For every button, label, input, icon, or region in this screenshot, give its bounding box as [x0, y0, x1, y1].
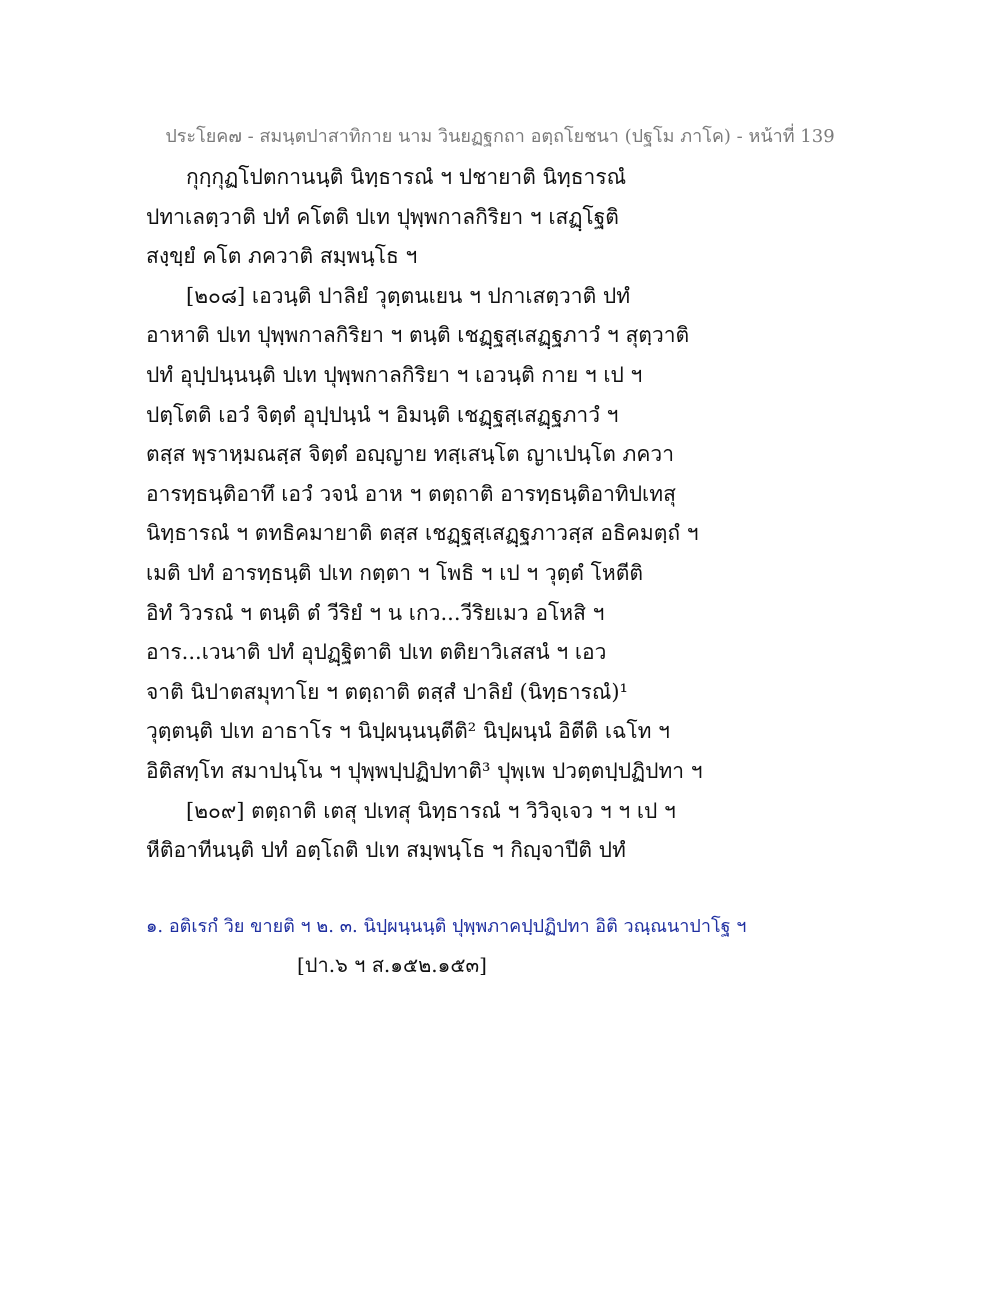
main-text: [146, 158, 766, 871]
text-line: อารทฺธนฺติอาทึ เอวํ วจนํ อาห ฯ ตตฺถาติ อารทฺธนฺติอาทิปเทสุ: [146, 481, 676, 506]
text-line: เมติ ปทํ อารทฺธนฺติ ปเท กตฺตา ฯ โพธิ ฯ เป ฯ วุตฺตํ โหตีติ: [146, 560, 644, 585]
text-line: นิทฺธารณํ ฯ ตทธิคมายาติ ตสฺส เชฏฺฐสฺเสฏฺฐภาวสฺส อธิคมตฺถํ ฯ: [146, 521, 699, 546]
text-line: จาติ นิปาตสมุทาโย ฯ ตตฺถาติ ตสฺสํ ปาลิยํ (นิทฺธารณํ)¹: [146, 679, 628, 704]
text-line: หีติอาทีนนฺติ ปทํ อตฺโถติ ปเท สมฺพนฺโธ ฯ กิญฺจาปีติ ปทํ: [146, 838, 626, 863]
text-line: วุตฺตนฺติ ปเท อาธาโร ฯ นิปฺผนฺนนฺตีติ² นิปฺผนฺนํ อิตีติ เฉโท ฯ: [146, 719, 670, 744]
text-line: ปทาเลตฺวาติ ปทํ คโตติ ปเท ปุพฺพกาลกิริยา ฯ เสฏฺโฐติ: [146, 204, 619, 229]
text-line: อาหาติ ปเท ปุพฺพกาลกิริยา ฯ ตนฺติ เชฏฺฐสฺเสฏฺฐภาวํ ฯ สุตฺวาติ: [146, 323, 690, 348]
text-line: กุกฺกุฏโปตกานนฺติ นิทฺธารณํ ฯ ปชายาติ นิทฺธารณํ: [186, 165, 627, 189]
footnotes: [146, 910, 766, 944]
page-header: ประโยค๗ - สมนฺตปาสาทิกาย นาม วินยฏฐกถา อตฺถโยชนา (ปฐโม ภาโค) - หน้าที่ 139: [165, 126, 835, 147]
footnote-line: ๑. อติเรกํ วิย ขายติ ฯ ๒. ๓. นิปฺผนฺนนฺติ ปุพฺพภาคปฺปฏิปทา อิติ วณฺณนาปาโฐ ฯ: [146, 916, 747, 937]
text-line: [๒๐๙] ตตฺถาติ เตสุ ปเทสุ นิทฺธารณํ ฯ วิวิจฺเจว ฯ ฯ เป ฯ: [186, 798, 676, 823]
text-line: อาร...เวนาติ ปทํ อุปฏฺฐิตาติ ปเท ตติยาวิเสสนํ ฯ เอว: [146, 640, 607, 665]
text-line: สงฺขฺยํ คโต ภควาติ สมฺพนฺโธ ฯ: [146, 244, 418, 269]
text-line: [๒๐๘] เอวนฺติ ปาลิยํ วุตฺตนเยน ฯ ปกาเสตฺวาติ ปทํ: [186, 283, 631, 308]
text-line: ปทํ อุปฺปนฺนนฺติ ปเท ปุพฺพกาลกิริยา ฯ เอวนฺติ กาย ฯ เป ฯ: [146, 362, 643, 387]
text-line: ตสฺส พฺราหฺมณสฺส จิตฺตํ อญฺญาย ทสฺเสนฺโต ญาเปนฺโต ภควา: [146, 442, 674, 467]
text-line: อิทํ วิวรณํ ฯ ตนฺติ ตํ วีริยํ ฯ น เกว...วีริยเมว อโหสิ ฯ: [146, 600, 605, 625]
text-line: ปตฺโตติ เอวํ จิตฺตํ อุปฺปนฺนํ ฯ อิมนฺติ เชฏฺฐสฺเสฏฺฐภาวํ ฯ: [146, 402, 619, 427]
page-reference: [ปา.๖ ฯ ส.๑๕๒.๑๕๓]: [297, 953, 487, 977]
text-line: อิติสทฺโท สมาปนฺโน ฯ ปุพฺพปฺปฏิปทาติ³ ปุพฺเพ ปวตฺตปฺปฏิปทา ฯ: [146, 758, 703, 783]
